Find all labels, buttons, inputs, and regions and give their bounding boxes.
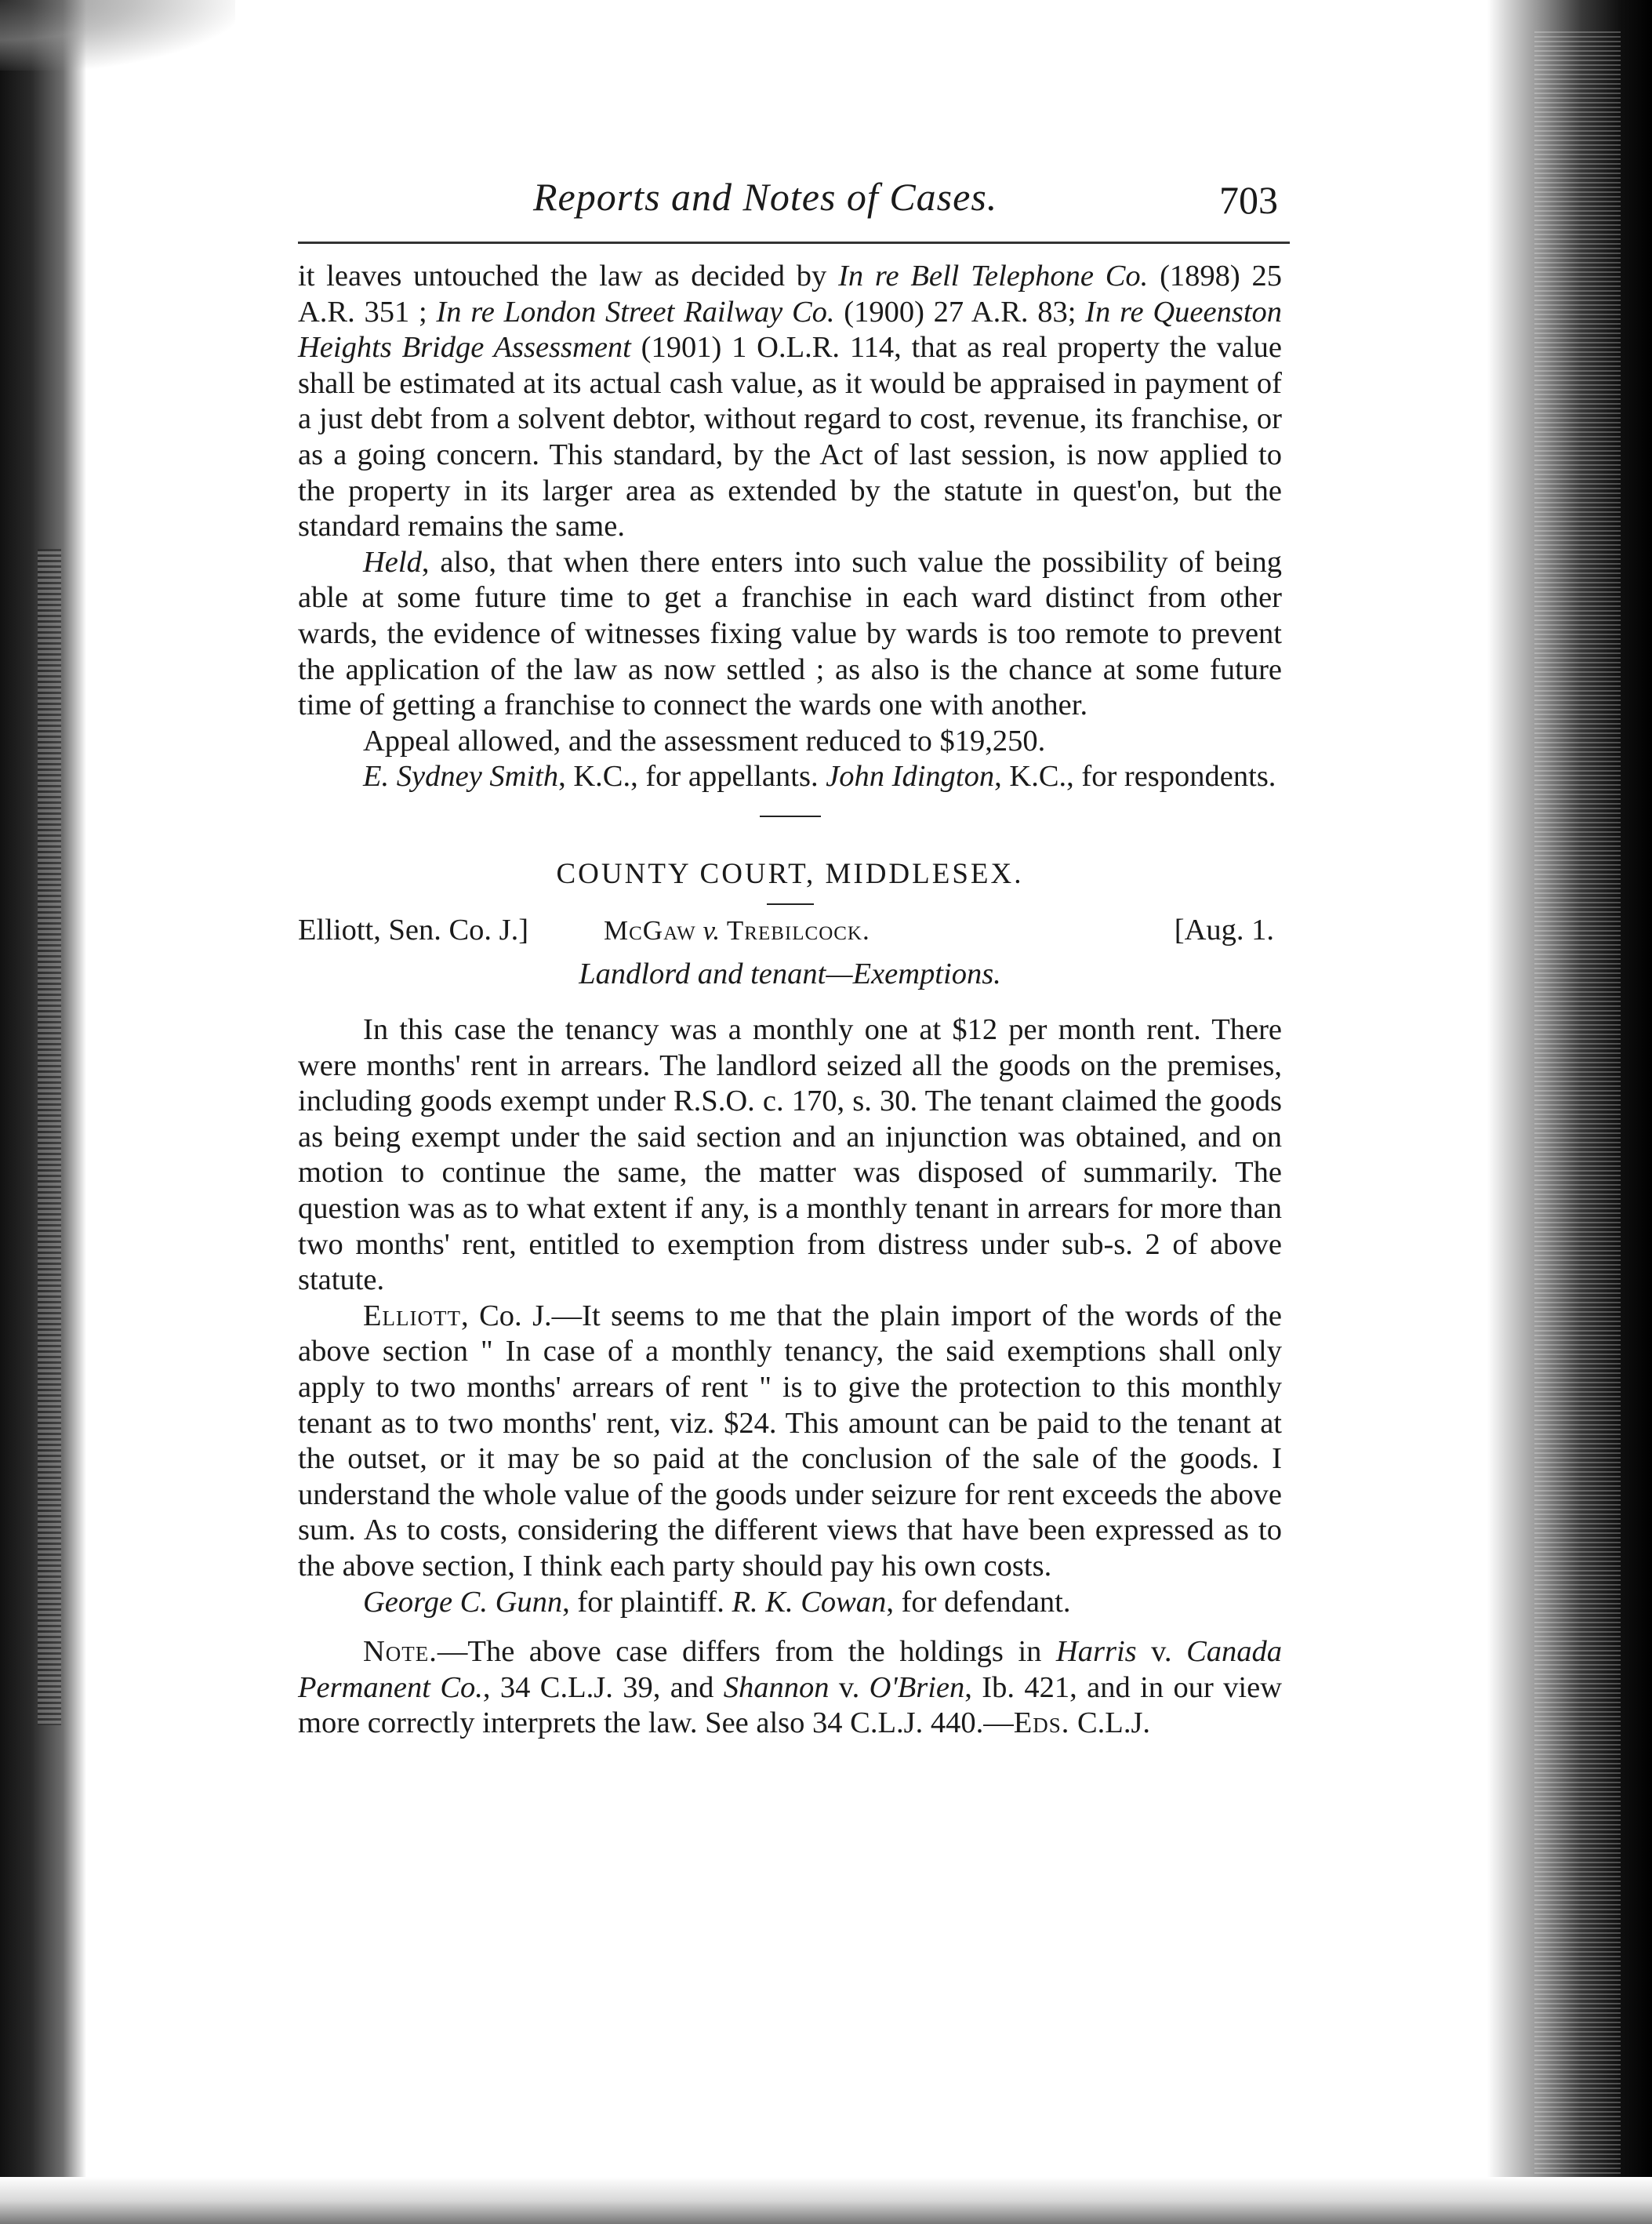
- held-text: , also, that when there enters into such value the possibility of being able at some future time to get a franchise in each ward distinct from other wards, the evidence of witnesses fixing value by wards is too remote to prevent the application of the law as now settled ; as also is the chance at some future time of getting a franchise to connect the wards one with another.: [298, 545, 1282, 722]
- opening-paragraph: [298, 259, 1282, 545]
- case-party-defendant: Trebilcock.: [726, 914, 870, 946]
- appeal-result: Appeal allowed, and the assessment reduced to $19,250.: [363, 724, 1046, 758]
- scan-page-stack-texture: [1534, 31, 1621, 2188]
- heading-divider: [767, 903, 814, 905]
- judgment-paragraph: [298, 1299, 1282, 1585]
- section-divider: [760, 816, 821, 817]
- page-number: 703: [1219, 178, 1278, 222]
- counsel-defendant-role: , for defendant.: [886, 1585, 1071, 1619]
- case-date: [Aug. 1.: [1174, 913, 1274, 947]
- note-case-harris: Harris: [1055, 1635, 1137, 1669]
- counsel-respondents-role: , K.C., for respondents.: [994, 760, 1276, 794]
- case-party-plaintiff: McGaw: [604, 914, 696, 946]
- running-title: Reports and Notes of Cases.: [533, 175, 998, 219]
- case-judge: Elliott, Sen. Co. J.]: [298, 913, 529, 947]
- scan-corner-shadow: [0, 0, 235, 71]
- opening-text-3: (1900) 27 A.R. 83;: [834, 295, 1086, 329]
- judgment-judge: Elliott: [363, 1299, 461, 1332]
- note-label: Note.: [363, 1635, 438, 1669]
- note-text-2: , 34 C.L.J. 39, and: [482, 1670, 724, 1704]
- note-versus-1: v.: [1136, 1635, 1187, 1669]
- judgment-text: , Co. J.—It seems to me that the plain import of the words of the above section " In case of a monthly tenancy, the said exemptions shall only apply to two months' arrears of rent " is to give the protection to this monthly tenant as to two months' rent, viz. $24. This amount can be paid to the tenant at the outset, or it may be so paid at the conclusion of the sale of the goods. I understand the whole value of the goods under seizure for rent exceeds the above sum. As to costs, considering the different views that have been expressed as to the above section, I think each party should pay his own costs.: [298, 1299, 1282, 1583]
- note-case-shannon: Shannon: [723, 1670, 830, 1704]
- counsel-plaintiff-role: , for plaintiff.: [562, 1585, 732, 1619]
- counsel-appellants: E. Sydney Smith: [363, 760, 559, 794]
- case-versus: v.: [695, 914, 727, 946]
- scan-edge-bottom: [0, 2177, 1652, 2224]
- counsel-defendant: R. K. Cowan: [732, 1585, 887, 1619]
- case-subject: Landlord and tenant—Exemptions.: [579, 957, 1001, 990]
- note-text-3: , Ib. 421, and in our view more correctly interprets the law. See also 34 C.L.J. 440.—: [298, 1670, 1283, 1740]
- header-rule: [298, 242, 1290, 244]
- facts-paragraph: In this case the tenancy was a monthly one at $12 per month rent. There were months' rent in arrears. The landlord seized all the goods on the premises, including goods exempt under R.S.O. c. 170, s. 30. The tenant claimed the goods as being exempt under the said section and an injunction was obtained, and on motion to continue the same, the matter was disposed of summarily. The question was as to what extent if any, is a monthly tenant in arrears for more than two months' rent, entitled to exemption from distress under sub-s. 2 of above statute.: [298, 1013, 1282, 1297]
- counsel-plaintiff: George C. Gunn: [363, 1585, 563, 1619]
- note-case-obrien: O'Brien: [869, 1670, 965, 1704]
- note-versus-2: v.: [829, 1670, 870, 1704]
- case-caption: [298, 913, 1282, 955]
- held-paragraph: [298, 545, 1282, 724]
- counsel-appellants-role: , K.C., for appellants.: [558, 760, 826, 794]
- editor-note: [298, 1634, 1282, 1742]
- case-citation-queenston-heights: In re Queenston Heights Bridge Assessment: [298, 295, 1283, 365]
- page-header: [298, 174, 1290, 237]
- note-case-canada-permanent: Canada Permanent Co.: [298, 1635, 1282, 1704]
- opening-text-2: (1898) 25 A.R. 351 ;: [298, 260, 1282, 329]
- case-citation-london-street-railway: In re London Street Railway Co.: [436, 295, 835, 329]
- page-body: [298, 259, 1282, 1742]
- court-heading: COUNTY COURT, MIDDLESEX.: [556, 857, 1024, 890]
- case-name: [604, 913, 870, 949]
- case-citation-bell-telephone: In re Bell Telephone Co.: [838, 260, 1149, 293]
- opening-text-1: it leaves untouched the law as decided by: [298, 260, 839, 293]
- opening-text-4: (1901) 1 O.L.R. 114, that as real property the value shall be estimated at its actual cash value, as it would be appraised in payment of a just debt from a solvent debtor, without regard to cost, revenue, its franchise, or as a going concern. This standard, by the Act of last session, is now applied to the property in its larger area as extended by the statute in quest'on, but the standard remains the same.: [298, 331, 1283, 543]
- note-editors: Eds.: [1013, 1706, 1070, 1740]
- note-text-1: —The above case differs from the holdings in: [437, 1635, 1056, 1669]
- counsel-respondents: John Idington: [826, 760, 995, 794]
- note-text-4: C.L.J.: [1069, 1706, 1151, 1740]
- held-word: Held: [363, 545, 422, 579]
- case-counsel: [298, 1585, 1282, 1621]
- scan-binding-shadow: [38, 549, 61, 1725]
- opening-counsel: [298, 759, 1282, 795]
